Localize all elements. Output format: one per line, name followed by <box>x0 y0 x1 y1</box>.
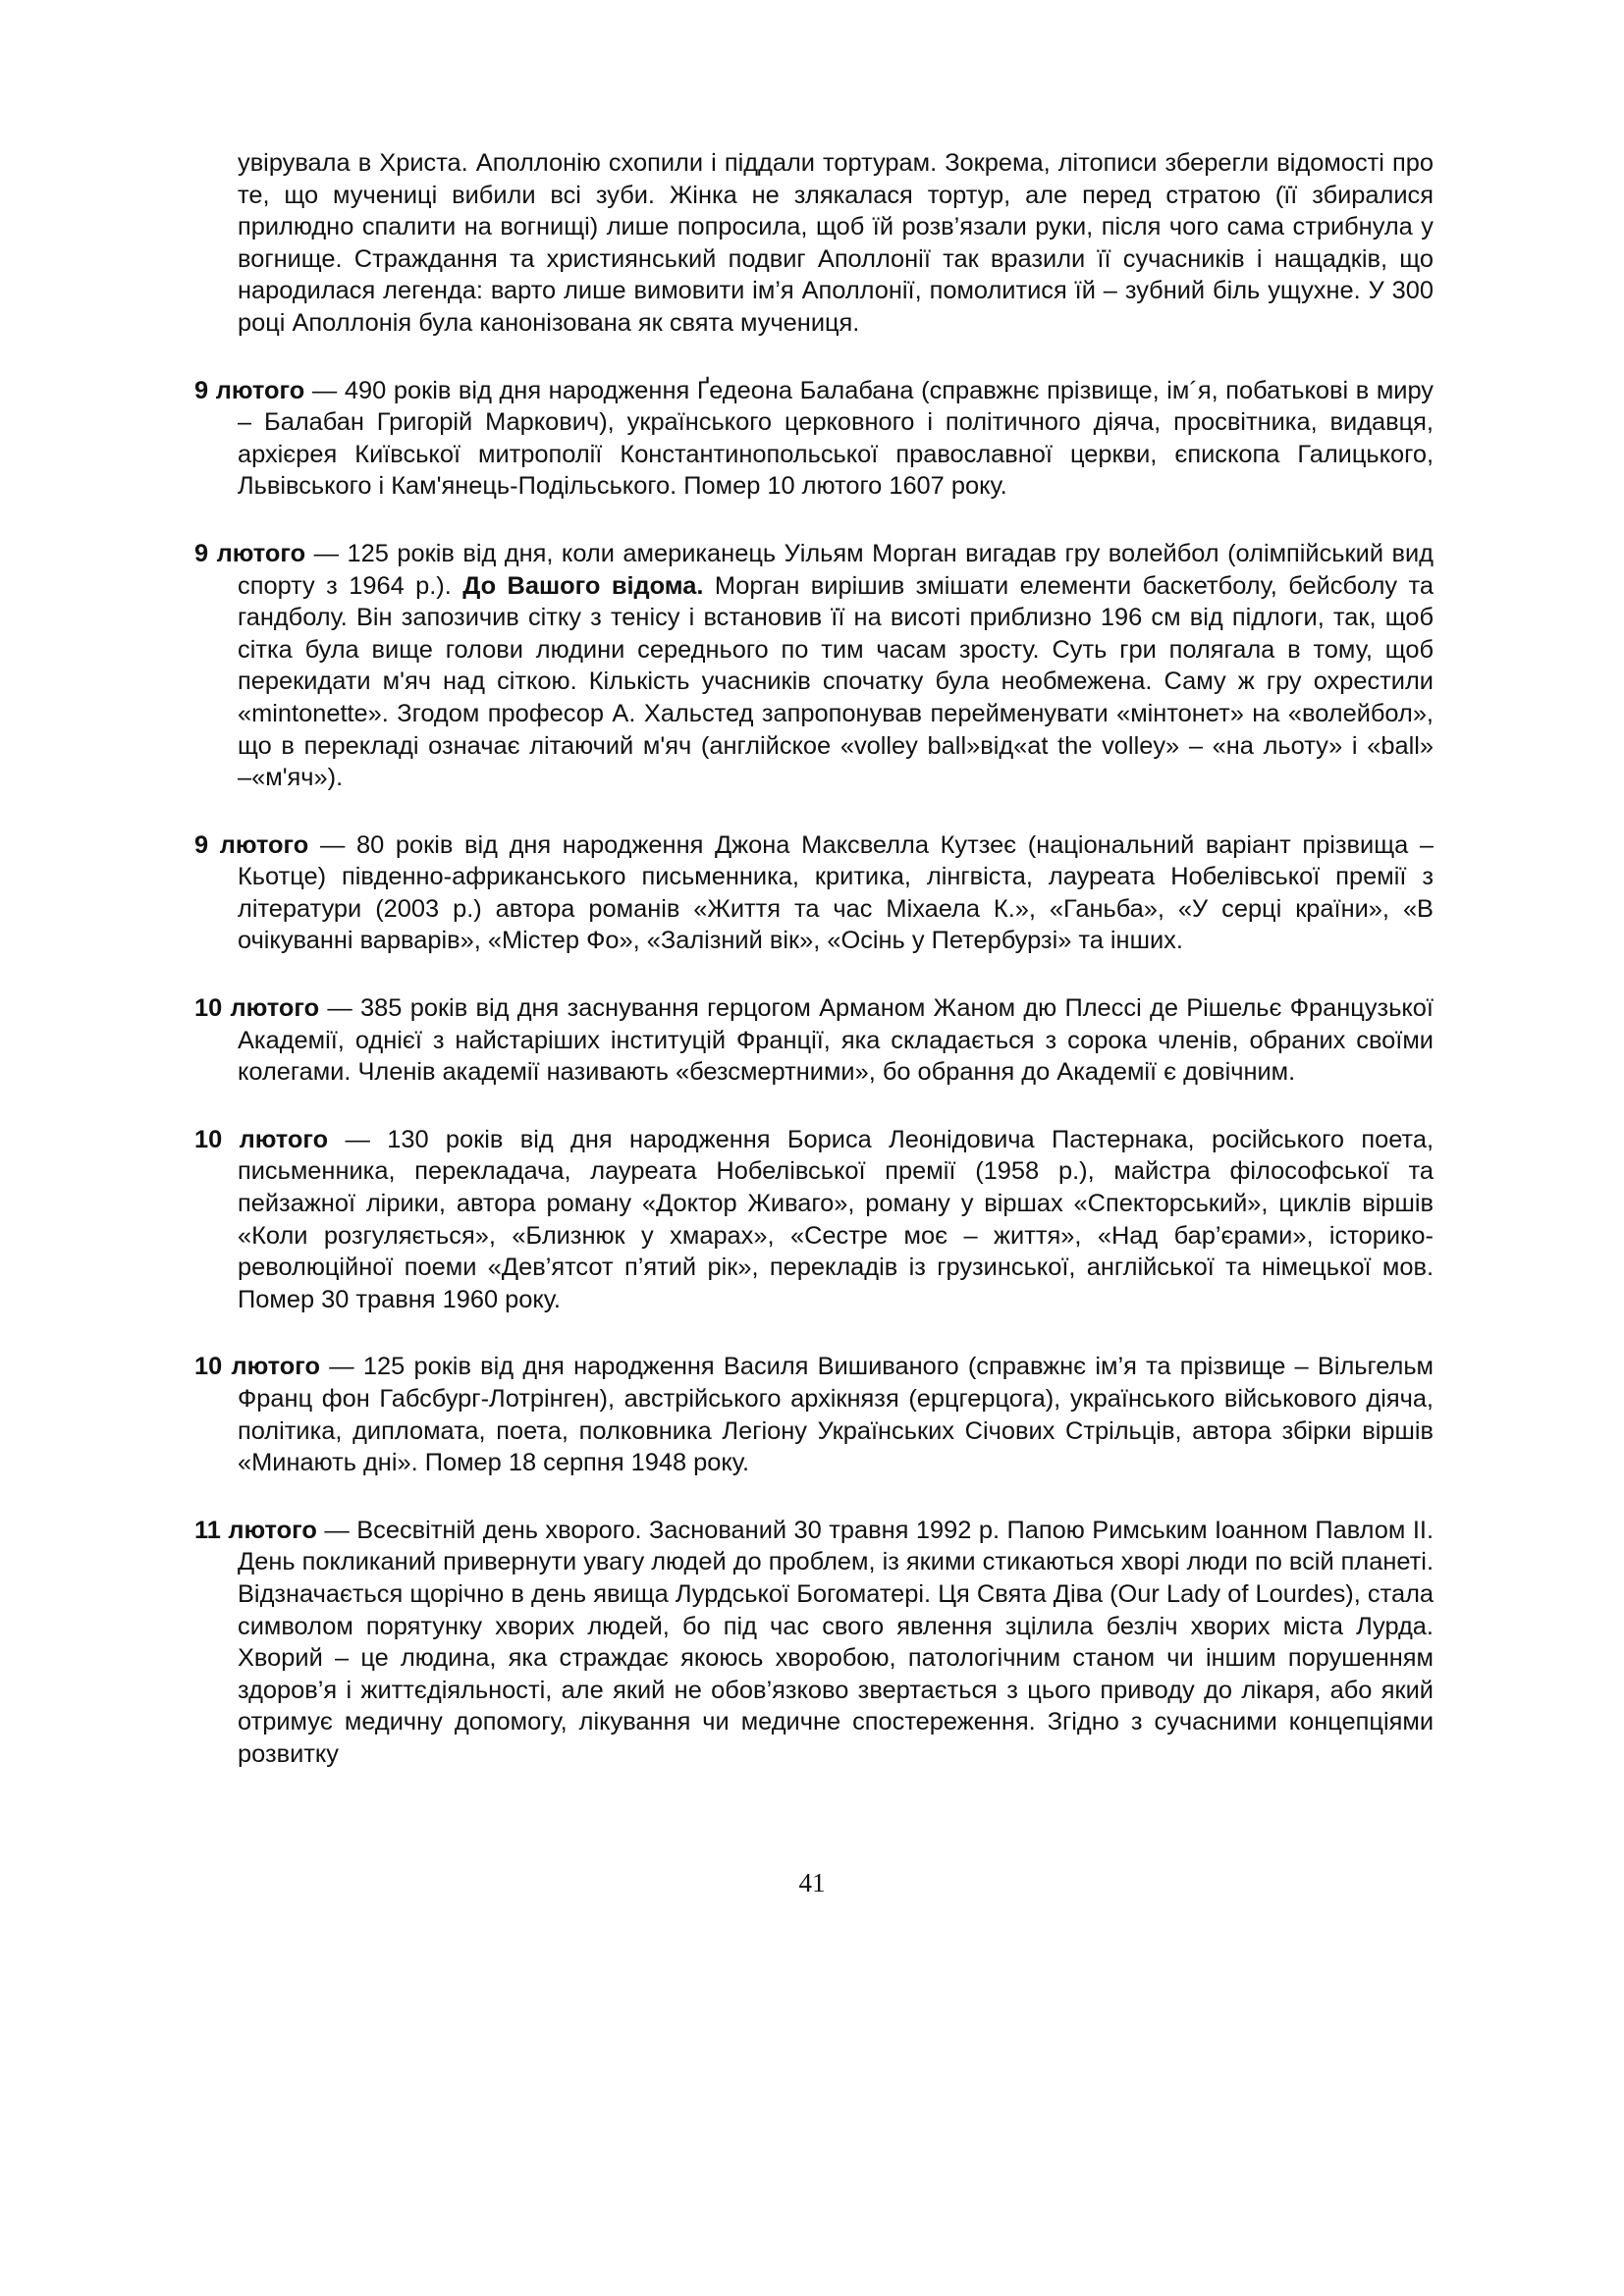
entry-coetzee <box>194 829 1434 957</box>
entry-text: — Всесвітній день хворого. Заснований 30 травня 1992 р. Папою Римським Іоанном Павлом ІІ. День покликаний привернути увагу людей до проблем, із якими стикаються хворі люди по всій планеті. Відзначається щорічно в день явища Лурдської Богоматері. Ця Свята Діва (Our Lady of Lourdes), стала символом порятунку хворих людей, бо під час свого явлення зцілила безліч хворих міста Лурда. Хворий – це людина, яка страждає якоюсь хворобою, патологічним станом чи іншим порушенням здоров’я і життєдіяльності, але який не обов’язково звертається з цього приводу до лікаря, або який отримує медичну допомогу, лікування чи медичне спостереження. Згідно з сучасними концепціями розвитку <box>238 1516 1435 1768</box>
entry-date: 9 лютого <box>194 376 305 404</box>
entry-text: — 385 років від дня заснування герцогом Арманом Жаном дю Плессі де Рішельє Французької Академії, однієї з найстаріших інституцій Франції, яка складається з сорока членів, обраних своїми колегами. Членів академії називають «безсмертними», бо обрання до Академії є довічним. <box>238 994 1434 1087</box>
entry-date: 10 лютого <box>194 1125 329 1153</box>
entry-text: — 125 років від дня народження Василя Вишиваного (справжнє ім’я та прізвище – Вільгельм Франц фон Габсбург-Лотрінген), австрійського архікнязя (ерцгерцога), українського військового діяча, політика, дипломата, поета, полковника Легіону Українських Січових Стрільців, автора збірки віршів «Минають дні». Помер 18 серпня 1948 року. <box>238 1353 1434 1477</box>
entry-vyshyvanyi <box>194 1351 1434 1478</box>
entry-text: — 130 років від дня народження Бориса Леонідовича Пастернака, російського поета, письменника, перекладача, лауреата Нобелівської премії (1958 р.), майстра філософської та пейзажної лірики, автора роману «Доктор Живаго», роману у віршах «Спекторський», циклів віршів «Коли розгуляється», «Близнюк у хмарах», «Сестре моє – життя», «Над бар’єрами», історико-революційної поеми «Дев’ятсот п’ятий рік», перекладів із грузинської, англійської та німецької мов. Помер 30 травня 1960 року. <box>238 1125 1434 1313</box>
entry-date: 9 лютого <box>194 830 309 859</box>
continuation-paragraph: увірувала в Христа. Аполлонію схопили і піддали тортурам. Зокрема, літописи зберегли відомості про те, що мучениці вибили всі зуби. Жінка не злякалася тортур, але перед стратою (її збиралися прилюдно спалити на вогнищі) лише попросила, щоб їй розв’язали руки, після чого сама стрибнула у вогнище. Страждання та християнський подвиг Аполлонії так вразили її сучасників і нащадків, що народилася легенда: варто лише вимовити ім’я Аполлонії, помолитися їй – зубний біль ущухне. У 300 році Аполлонія була канонізована як свята мучениця. <box>238 149 1434 337</box>
entry-pasternak <box>194 1124 1434 1316</box>
document-page <box>194 147 1434 1806</box>
entry-text-after: Морган вирішив змішати елементи баскетболу, бейсболу та гандболу. Він запозичив сітку з тенісу і встановив її на висоті приблизно 196 см від підлоги, так, щоб сітка була вище голови людини середнього по тим часам зросту. Суть гри полягала в тому, щоб перекидати м'яч над сіткою. Кількість учасників спочатку була необмежена. Саму ж гру охрестили «mintonette». Згодом професор А. Хальстед запропонував перейменувати «мінтонет» на «волейбол», що в перекладі означає літаючий м'яч (англійское «volley ball»від«at the volley» – «на льоту» і «ball» –«м'яч»). <box>238 571 1434 792</box>
entry-text: — 490 років від дня народження Ґедеона Балабана (справжнє прізвище, ім´я, побатькові в миру – Балабан Григорій Маркович), українського церковного і політичного діяча, просвітника, видавця, архієрея Київської митрополії Константинопольської православної церкви, єпископа Галицького, Львівського і Кам'янець-Подільського. Помер 10 лютого 1607 року. <box>238 376 1435 501</box>
entry-date: 10 лютого <box>194 994 320 1023</box>
entry-date: 11 лютого <box>194 1516 317 1544</box>
entry-sick-day <box>194 1515 1434 1771</box>
entry-text: — 80 років від дня народження Джона Максвелла Кутзеє (національний варіант прізвища – Кьотце) південно-африканського письменника, критика, лінгвіста, лауреата Нобелівської премії з літератури (2003 р.) автора романів «Життя та час Міхаела К.», «Ганьба», «У серці країни», «В очікуванні варварів», «Містер Фо», «Залізний вік», «Осінь у Петербурзі» та інших. <box>238 830 1435 955</box>
entry-academie <box>194 992 1434 1089</box>
page-number: 41 <box>798 1868 826 1897</box>
entry-balaban <box>194 375 1434 503</box>
entry-text: — 125 років від дня, коли американець Уільям Морган вигадав гру волейбол (олімпійський вид спорту з 1964 р.). <box>238 539 1434 600</box>
entry-emphasis: До Вашого відома. <box>462 571 704 600</box>
entry-date: 10 лютого <box>194 1353 321 1381</box>
entry-volleyball <box>194 538 1434 794</box>
entry-date: 9 лютого <box>194 539 306 567</box>
